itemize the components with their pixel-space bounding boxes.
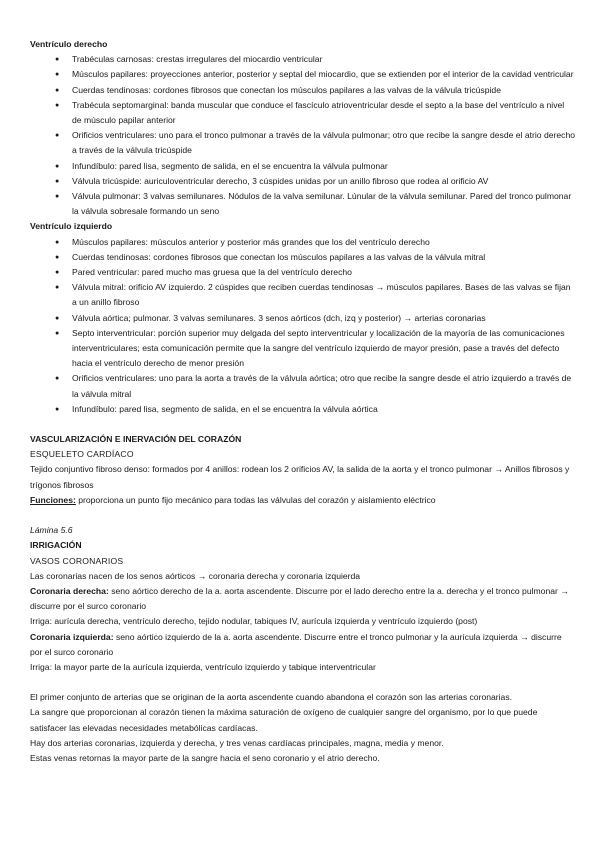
list-item: ● Trabécula septomarginal: banda muscular que conduce el fascículo atrioventricular desde el septo a la base del ventrículo a nivel de músculo papilar anterior (30, 98, 576, 128)
left-coronary-label: Coronaria izquierda: (30, 631, 114, 642)
document-page (30, 37, 576, 766)
right-coronary-label: Coronaria derecha: (30, 585, 109, 596)
list-item: ● Cuerdas tendinosas: cordones fibrosos que conectan los músculos papilares a las valvas de la válvula mitral (30, 250, 576, 265)
lamina-ref: Lámina 5.6 (30, 525, 73, 536)
vasc-subheading: ESQUELETO CARDÍACO (30, 449, 134, 460)
right-coronary-paragraph (30, 584, 576, 614)
functions-paragraph (30, 493, 576, 508)
closing-paragraph: La sangre que proporcionan al corazón tienen la máxima saturación de oxígeno de cualquier sangre del organismo, por lo que puede satisfacer las elevadas necesidades metabólicas cardíacas. (30, 707, 538, 733)
closing-paragraph: Hay dos arterias coronarias, izquierda y derecha, y tres venas cardíacas principales, magna, media y menor. (30, 737, 444, 748)
rv-list (30, 52, 576, 219)
closing-paragraph: El primer conjunto de arterias que se originan de la aorta ascendente cuando abandona el corazón son las arterias coronarias. (30, 692, 513, 703)
right-coronary-irriga: Irriga: aurícula derecha, ventrículo derecho, tejido nodular, tabiques IV, aurícula izquierda y ventrículo izquierdo (post) (30, 616, 478, 627)
spacer (30, 508, 576, 523)
spacer (30, 675, 576, 690)
skeleton-paragraph: Tejido conjuntivo fibroso denso: formados por 4 anillos: rodean los 2 orificios AV, la salida de la aorta y el tronco pulmonar → Anillos fibrosos y trígonos fibrosos (30, 464, 570, 490)
rv-heading: Ventrículo derecho (30, 39, 108, 49)
list-item: ● Infundíbulo: pared lisa, segmento de salida, en el se encuentra la válvula aórtica (30, 402, 576, 417)
list-item: ● Válvula pulmonar: 3 valvas semilunares. Nódulos de la valva semilunar. Lúnular de la válvula semilunar. Pared del tronco pulmonar la válvula sobresale formando un seno (30, 189, 576, 219)
left-coronary-text: seno aórtico izquierdo de la a. aorta ascendente. Discurre entre el tronco pulmonar y la aurícula izquierda → discurre por el surco coronario (30, 631, 562, 657)
list-item: ● Pared ventricular: pared mucho mas gruesa que la del ventrículo derecho (30, 265, 576, 280)
list-item: ● Válvula mitral: orificio AV izquierdo. 2 cúspides que reciben cuerdas tendinosas → músculos papilares. Bases de las valvas se fijan a un anillo fibroso (30, 280, 576, 310)
list-item: ● Septo interventricular: porción superior muy delgada del septo interventricular y localización de la mayoría de las comunicaciones interventriculares; esta comunicación permite que la sangre del ventrículo izquierdo de mayor presión, pase a través del defecto hacia el ventrículo derecho de menor presión (30, 326, 576, 372)
left-coronary-irriga: Irriga: la mayor parte de la aurícula izquierda, ventrículo izquierdo y tabique interventricular (30, 661, 376, 672)
irr-heading: IRRIGACIÓN (30, 540, 82, 551)
left-coronary-paragraph (30, 630, 576, 660)
list-item: ● Trabéculas carnosas: crestas irregulares del miocardio ventricular (30, 52, 576, 67)
closing-paragraph: Estas venas retornas la mayor parte de la sangre hacia el seno coronario y el atrio derecho. (30, 752, 380, 763)
list-item: ● Orificios ventriculares: uno para el tronco pulmonar a través de la válvula pulmonar; otro que recibe la sangre desde el atrio derecho a través de la válvula tricúspide (30, 128, 576, 158)
functions-label: Funciones: (30, 494, 76, 505)
list-item: ● Infundíbulo: pared lisa, segmento de salida, en el se encuentra la válvula pulmonar (30, 159, 576, 174)
coronary-intro: Las coronarias nacen de los senos aórticos → coronaria derecha y coronaria izquierda (30, 570, 361, 581)
list-item: ● Orificios ventriculares: uno para la aorta a través de la válvula aórtica; otro que recibe la sangre desde el atrio izquierdo a través de la válvula mitral (30, 371, 576, 401)
list-item: ● Músculos papilares: músculos anterior y posterior más grandes que los del ventrículo derecho (30, 235, 576, 250)
right-coronary-text: seno aórtico derecho de la a. aorta ascendente. Discurre por el lado derecho entre la a. derecha y el tronco pulmonar → discurre por el surco coronario (30, 585, 569, 612)
list-item: ● Válvula tricúspide: auriculoventricular derecho, 3 cúspides unidas por un anillo fibroso que rodea al orificio AV (30, 174, 576, 189)
irr-subheading: VASOS CORONARIOS (30, 555, 124, 566)
spacer (30, 417, 576, 432)
list-item: ● Músculos papilares: proyecciones anterior, posterior y septal del miocardio, que se extienden por el interior de la cavidad ventricular (30, 67, 576, 82)
lv-heading: Ventrículo izquierdo (30, 221, 113, 232)
list-item: ● Cuerdas tendinosas: cordones fibrosos que conectan los músculos papilares a las valvas de la válvula tricúspide (30, 83, 576, 98)
lv-list (30, 235, 576, 417)
list-item: ● Válvula aórtica; pulmonar. 3 valvas semilunares. 3 senos aórticos (dch, izq y posterior) → arterias coronarias (30, 311, 576, 326)
vasc-heading: VASCULARIZACIÓN E INERVACIÓN DEL CORAZÓN (30, 434, 242, 445)
functions-text: proporciona un punto fijo mecánico para todas las válvulas del corazón y aislamiento eléctrico (75, 494, 436, 505)
